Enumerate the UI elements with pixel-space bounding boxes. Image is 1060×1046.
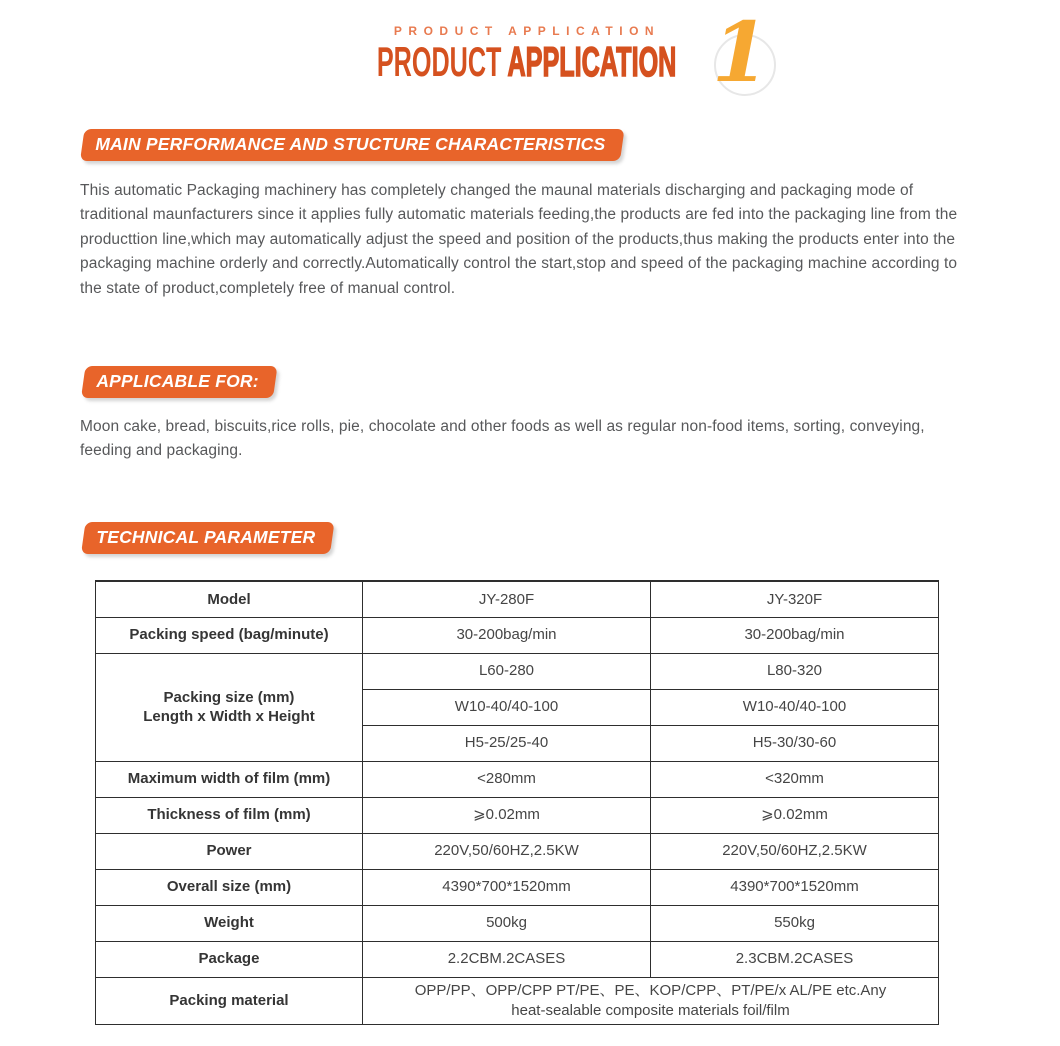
table-row-weight (96, 905, 939, 941)
weight-jy280-cell: 500kg (363, 905, 651, 941)
table-row-power (96, 833, 939, 869)
performance-paragraph: This automatic Packaging machinery has completely changed the maunal materials discharging and packaging mode of traditional maunfacturers since it applies fully automatic materials feeding,the products are fed into the packaging line from the producttion line,which may automatically adjust the speed and position of the products,thus making the products enter into the packaging machine orderly and correctly.Automatically control the start,stop and speed of the packaging machine according to the state of product,completely free of manual control. (80, 182, 958, 297)
film-thickness-jy320-cell: ⩾0.02mm (651, 797, 939, 833)
table-row-package (96, 941, 939, 977)
header-eyebrow: PRODUCT APPLICATION (393, 24, 661, 38)
section-heading-applicable (81, 366, 278, 398)
model-jy320-cell: JY-320F (651, 581, 939, 617)
packing-material-label-cell: Packing material (96, 977, 363, 1024)
technical-parameter-table (95, 580, 939, 1025)
package-label-cell: Package (96, 941, 363, 977)
packing-size-height-jy280-cell: H5-25/25-40 (363, 725, 651, 761)
section-heading-technical (81, 522, 334, 554)
overall-size-label-cell: Overall size (mm) (96, 869, 363, 905)
section-heading-applicable-text: APPLICABLE FOR: (96, 371, 259, 391)
table-row-film-width (96, 761, 939, 797)
packing-size-length-jy320-cell: L80-320 (651, 653, 939, 689)
power-jy320-cell: 220V,50/60HZ,2.5KW (651, 833, 939, 869)
overall-size-jy280-cell: 4390*700*1520mm (363, 869, 651, 905)
table-row-packing-size-length (96, 653, 939, 689)
table-row-packing-material (96, 977, 939, 1024)
power-jy280-cell: 220V,50/60HZ,2.5KW (363, 833, 651, 869)
page-title (0, 38, 1054, 86)
film-thickness-label-cell: Thickness of film (mm) (96, 797, 363, 833)
section-heading-performance (80, 129, 625, 161)
film-width-jy280-cell: <280mm (363, 761, 651, 797)
section-number: 1 (712, 5, 770, 101)
packing-size-height-jy320-cell: H5-30/30-60 (651, 725, 939, 761)
film-thickness-jy280-cell: ⩾0.02mm (363, 797, 651, 833)
table-row-model (96, 581, 939, 617)
package-jy320-cell: 2.3CBM.2CASES (651, 941, 939, 977)
power-label-cell: Power (96, 833, 363, 869)
weight-label-cell: Weight (96, 905, 363, 941)
model-jy280-cell: JY-280F (363, 581, 651, 617)
packing-size-width-jy280-cell: W10-40/40-100 (363, 689, 651, 725)
section-heading-technical-text: TECHNICAL PARAMETER (96, 527, 316, 547)
table-row-overall-size (96, 869, 939, 905)
film-width-jy320-cell: <320mm (651, 761, 939, 797)
page-title-word1: PRODUCT (377, 38, 502, 85)
page-title-word2: APPLICATION (507, 38, 677, 85)
packing-speed-jy320-cell: 30-200bag/min (651, 617, 939, 653)
packing-size-label-line1: Packing size (mm) (163, 688, 295, 706)
packing-speed-label-cell: Packing speed (bag/minute) (96, 617, 363, 653)
section-heading-performance-text: MAIN PERFORMANCE AND STUCTURE CHARACTERISTICS (95, 134, 606, 154)
weight-jy320-cell: 550kg (651, 905, 939, 941)
packing-size-length-jy280-cell: L60-280 (363, 653, 651, 689)
packing-size-width-jy320-cell: W10-40/40-100 (651, 689, 939, 725)
table-row-film-thickness (96, 797, 939, 833)
film-width-label-cell: Maximum width of film (mm) (96, 761, 363, 797)
packing-size-label-line2: Length x Width x Height (143, 708, 315, 725)
packing-speed-jy280-cell: 30-200bag/min (363, 617, 651, 653)
packing-size-label-cell (96, 653, 363, 761)
packing-material-value-cell: OPP/PP、OPP/CPP PT/PE、PE、KOP/CPP、PT/PE/x AL/PE etc.Any heat-sealable composite materials foil/film (363, 977, 939, 1024)
page-title-text (377, 38, 677, 86)
overall-size-jy320-cell: 4390*700*1520mm (651, 869, 939, 905)
package-jy280-cell: 2.2CBM.2CASES (363, 941, 651, 977)
model-label-cell: Model (96, 581, 363, 617)
applicable-paragraph: Moon cake, bread, biscuits,rice rolls, pie, chocolate and other foods as well as regular non-food items, sorting, conveying, feeding and packaging. (80, 418, 925, 460)
table-row-packing-speed (96, 617, 939, 653)
